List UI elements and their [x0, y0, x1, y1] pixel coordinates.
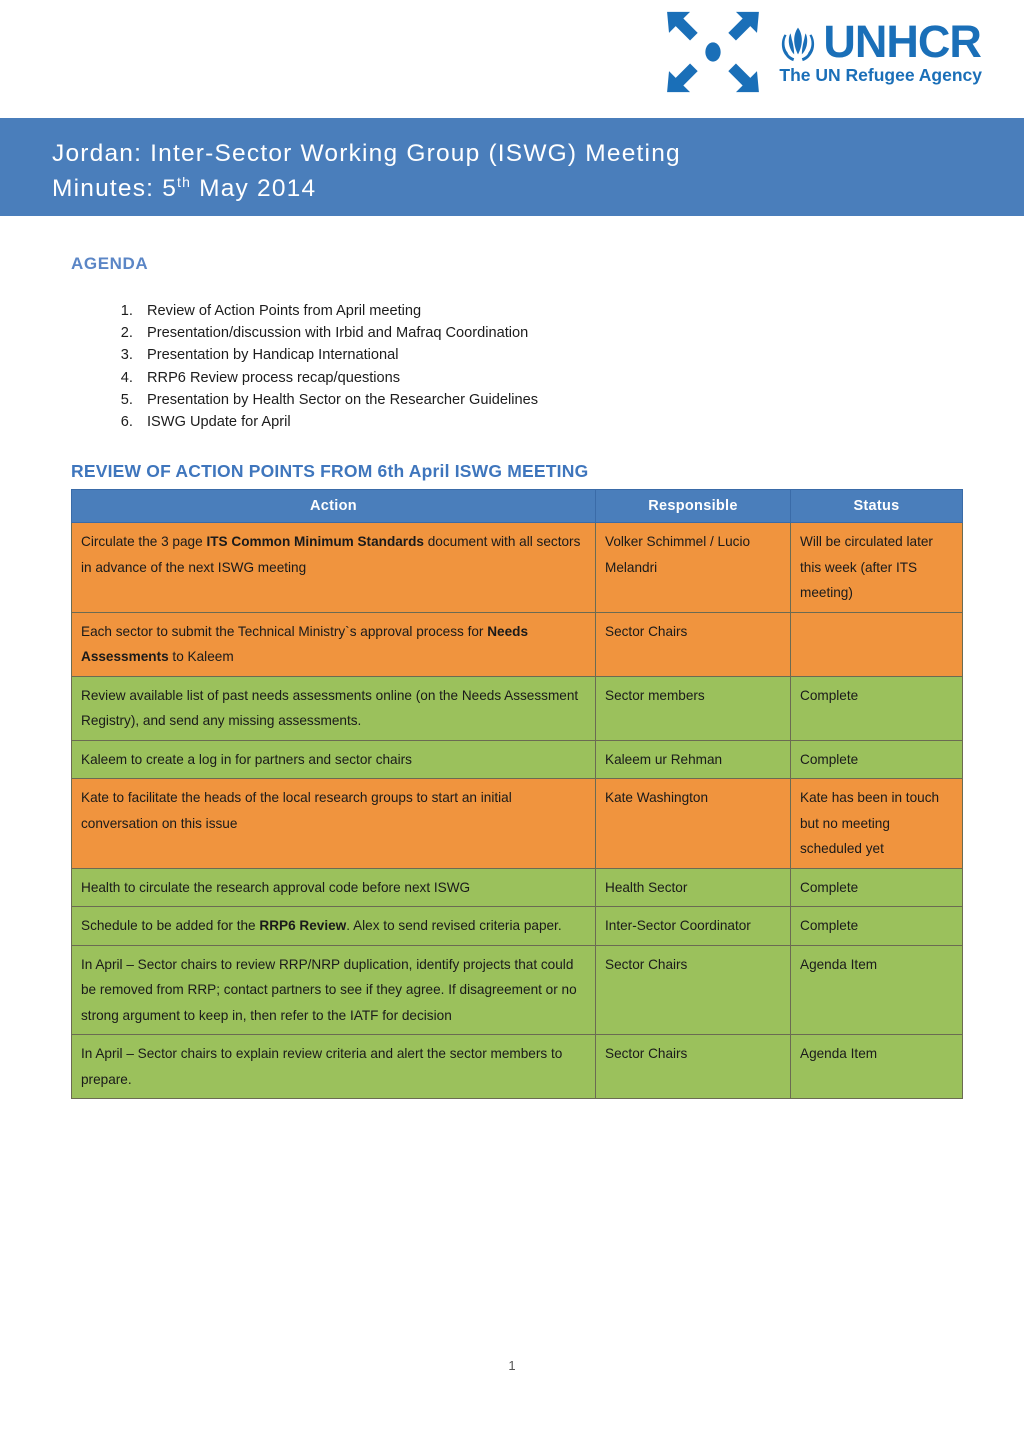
action-text-bold: Needs Assessments [81, 623, 529, 664]
cell-status: Complete [791, 676, 963, 740]
cell-responsible: Inter-Sector Coordinator [596, 907, 791, 946]
page-number: 1 [508, 1358, 516, 1373]
cell-status: Complete [791, 740, 963, 779]
column-header-status: Status [791, 490, 963, 523]
cell-responsible: Health Sector [596, 868, 791, 907]
table-body [72, 523, 963, 1099]
document-logo-area [0, 0, 1024, 118]
action-text: . Alex to send revised criteria paper. [346, 918, 562, 933]
action-text: document with all sectors in advance of the next ISWG meeting [81, 534, 581, 575]
action-text: Review available list of past needs assessments online (on the Needs Assessment Registry), and send any missing assessments. [81, 687, 579, 728]
agenda-heading: AGENDA [71, 254, 149, 273]
unhcr-wordmark [777, 16, 982, 86]
action-text: Kaleem to create a log in for partners and sector chairs [81, 751, 412, 767]
cell-status: Agenda Item [791, 1035, 963, 1099]
table-row [72, 945, 963, 1035]
title-minutes-prefix: Minutes: 5 [52, 175, 178, 202]
cell-status: Agenda Item [791, 945, 963, 1035]
cell-responsible: Sector Chairs [596, 1035, 791, 1099]
unhcr-laurel-hands-emblem-icon [777, 21, 819, 63]
cell-status: Complete [791, 868, 963, 907]
cell-status [791, 612, 963, 676]
table-row [72, 1035, 963, 1099]
agenda-item: 5. Presentation by Health Sector on the Researcher Guidelines [137, 389, 538, 411]
table-row [72, 523, 963, 613]
agenda-item: 6. ISWG Update for April [137, 411, 538, 433]
title-ordinal-suffix: th [177, 173, 192, 190]
action-text: Schedule to be added for the [81, 918, 260, 933]
table-header-row [72, 490, 963, 523]
four-arrows-inward-icon [665, 8, 761, 96]
cell-responsible: Volker Schimmel / Lucio Melandri [596, 523, 791, 613]
cell-action [72, 740, 596, 779]
title-date-suffix: May 2014 [191, 175, 317, 202]
agenda-item: 3. Presentation by Handicap International [137, 344, 538, 366]
table-header [72, 490, 963, 523]
cell-action [72, 1035, 596, 1099]
action-text: Circulate the 3 page [81, 534, 207, 549]
document-title-banner [0, 118, 1024, 216]
page-title-line-2 [52, 171, 1024, 206]
table-row [72, 907, 963, 946]
table-row [72, 779, 963, 869]
cell-action [72, 945, 596, 1035]
cell-action [72, 676, 596, 740]
action-points-table [71, 489, 963, 1099]
action-text: In April – Sector chairs to explain review criteria and alert the sector members to prepare. [81, 1046, 563, 1087]
action-text: Each sector to submit the Technical Ministry`s approval process for [81, 623, 488, 639]
cell-action [72, 868, 596, 907]
cell-action [72, 612, 596, 676]
action-text: Health to circulate the research approval code before next ISWG [81, 879, 471, 895]
cell-action [72, 523, 596, 613]
cell-responsible: Kaleem ur Rehman [596, 740, 791, 779]
cell-responsible: Kate Washington [596, 779, 791, 869]
agenda-item: 4. RRP6 Review process recap/questions [137, 367, 538, 389]
logo-unhcr-text: UNHCR [823, 16, 981, 68]
action-text-bold: ITS Common Minimum Standards [206, 534, 424, 549]
cell-status: Kate has been in touch but no meeting scheduled yet [791, 779, 963, 869]
column-header-action: Action [72, 490, 596, 523]
cell-action [72, 779, 596, 869]
agenda-item: 2. Presentation/discussion with Irbid and Mafraq Coordination [137, 322, 538, 344]
cell-status: Will be circulated later this week (after ITS meeting) [791, 523, 963, 613]
action-text: Kate to facilitate the heads of the local research groups to start an initial conversation on this issue [81, 790, 512, 831]
cell-action [72, 907, 596, 946]
table-row [72, 612, 963, 676]
cell-responsible: Sector Chairs [596, 612, 791, 676]
agenda-list [95, 300, 538, 433]
unhcr-logo [665, 8, 982, 96]
action-text-bold: RRP6 Review [259, 918, 347, 933]
table-row [72, 868, 963, 907]
cell-responsible: Sector Chairs [596, 945, 791, 1035]
agenda-item: 1. Review of Action Points from April meeting [137, 300, 538, 322]
table-row [72, 676, 963, 740]
cell-responsible: Sector members [596, 676, 791, 740]
column-header-responsible: Responsible [596, 490, 791, 523]
page-title-line-1: Jordan: Inter-Sector Working Group (ISWG) Meeting [52, 140, 681, 167]
review-section-heading: REVIEW OF ACTION POINTS FROM 6th April ISWG MEETING [71, 461, 589, 481]
action-text: In April – Sector chairs to review RRP/NRP duplication, identify projects that could be removed from RRP; contact partners to see if they agree. If disagreement or no strong argument to keep in, then refer to the IATF for decision [81, 956, 577, 1023]
cell-status: Complete [791, 907, 963, 946]
logo-tagline: The UN Refugee Agency [779, 65, 982, 86]
action-text: to Kaleem [168, 649, 234, 664]
table-row [72, 740, 963, 779]
